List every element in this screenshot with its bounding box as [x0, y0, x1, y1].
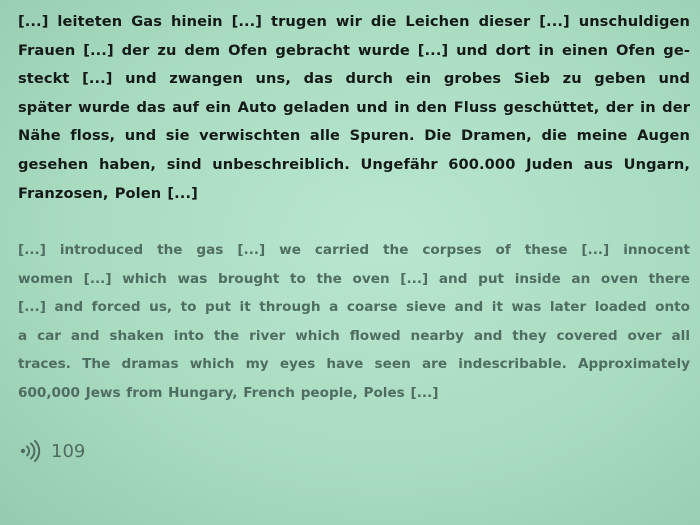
german-line: Frauen [...] der zu dem Ofen gebracht wurde [...] und dort in einen Ofen ge- — [18, 41, 690, 59]
english-line: [...] and forced us, to put it through a coarse sieve and it was later loaded onto — [18, 299, 690, 316]
german-transcript — [18, 8, 690, 208]
german-line: gesehen haben, sind unbeschreiblich. Ungefähr 600.000 Juden aus Ungarn, — [18, 155, 690, 173]
audio-guide-marker — [20, 440, 85, 462]
english-line: women [...] which was brought to the oven [...] and put inside an oven there — [18, 270, 690, 287]
audio-signal-icon — [20, 440, 42, 462]
english-line: [...] introduced the gas [...] we carried the corpses of these [...] innocent — [18, 242, 690, 258]
english-line: a car and shaken into the river which flowed nearby and they covered over all — [18, 327, 690, 344]
english-line: traces. The dramas which my eyes have seen are indescribable. Approximately — [18, 356, 690, 373]
audio-guide-number: 109 — [51, 440, 86, 462]
german-line: [...] leiteten Gas hinein [...] trugen wir die Leichen dieser [...] unschuldigen — [18, 13, 690, 30]
german-line: Nähe floss, und sie verwischten alle Spuren. Die Dramen, die meine Augen — [18, 127, 690, 145]
german-line: Franzosen, Polen [...] — [18, 184, 198, 202]
german-line: steckt [...] und zwangen uns, das durch ein grobes Sieb zu geben und — [18, 70, 690, 88]
german-line: später wurde das auf ein Auto geladen und in den Fluss geschüttet, der in der — [18, 98, 690, 116]
english-translation — [18, 236, 690, 408]
english-line: 600,000 Jews from Hungary, French people, Poles [...] — [18, 384, 439, 401]
